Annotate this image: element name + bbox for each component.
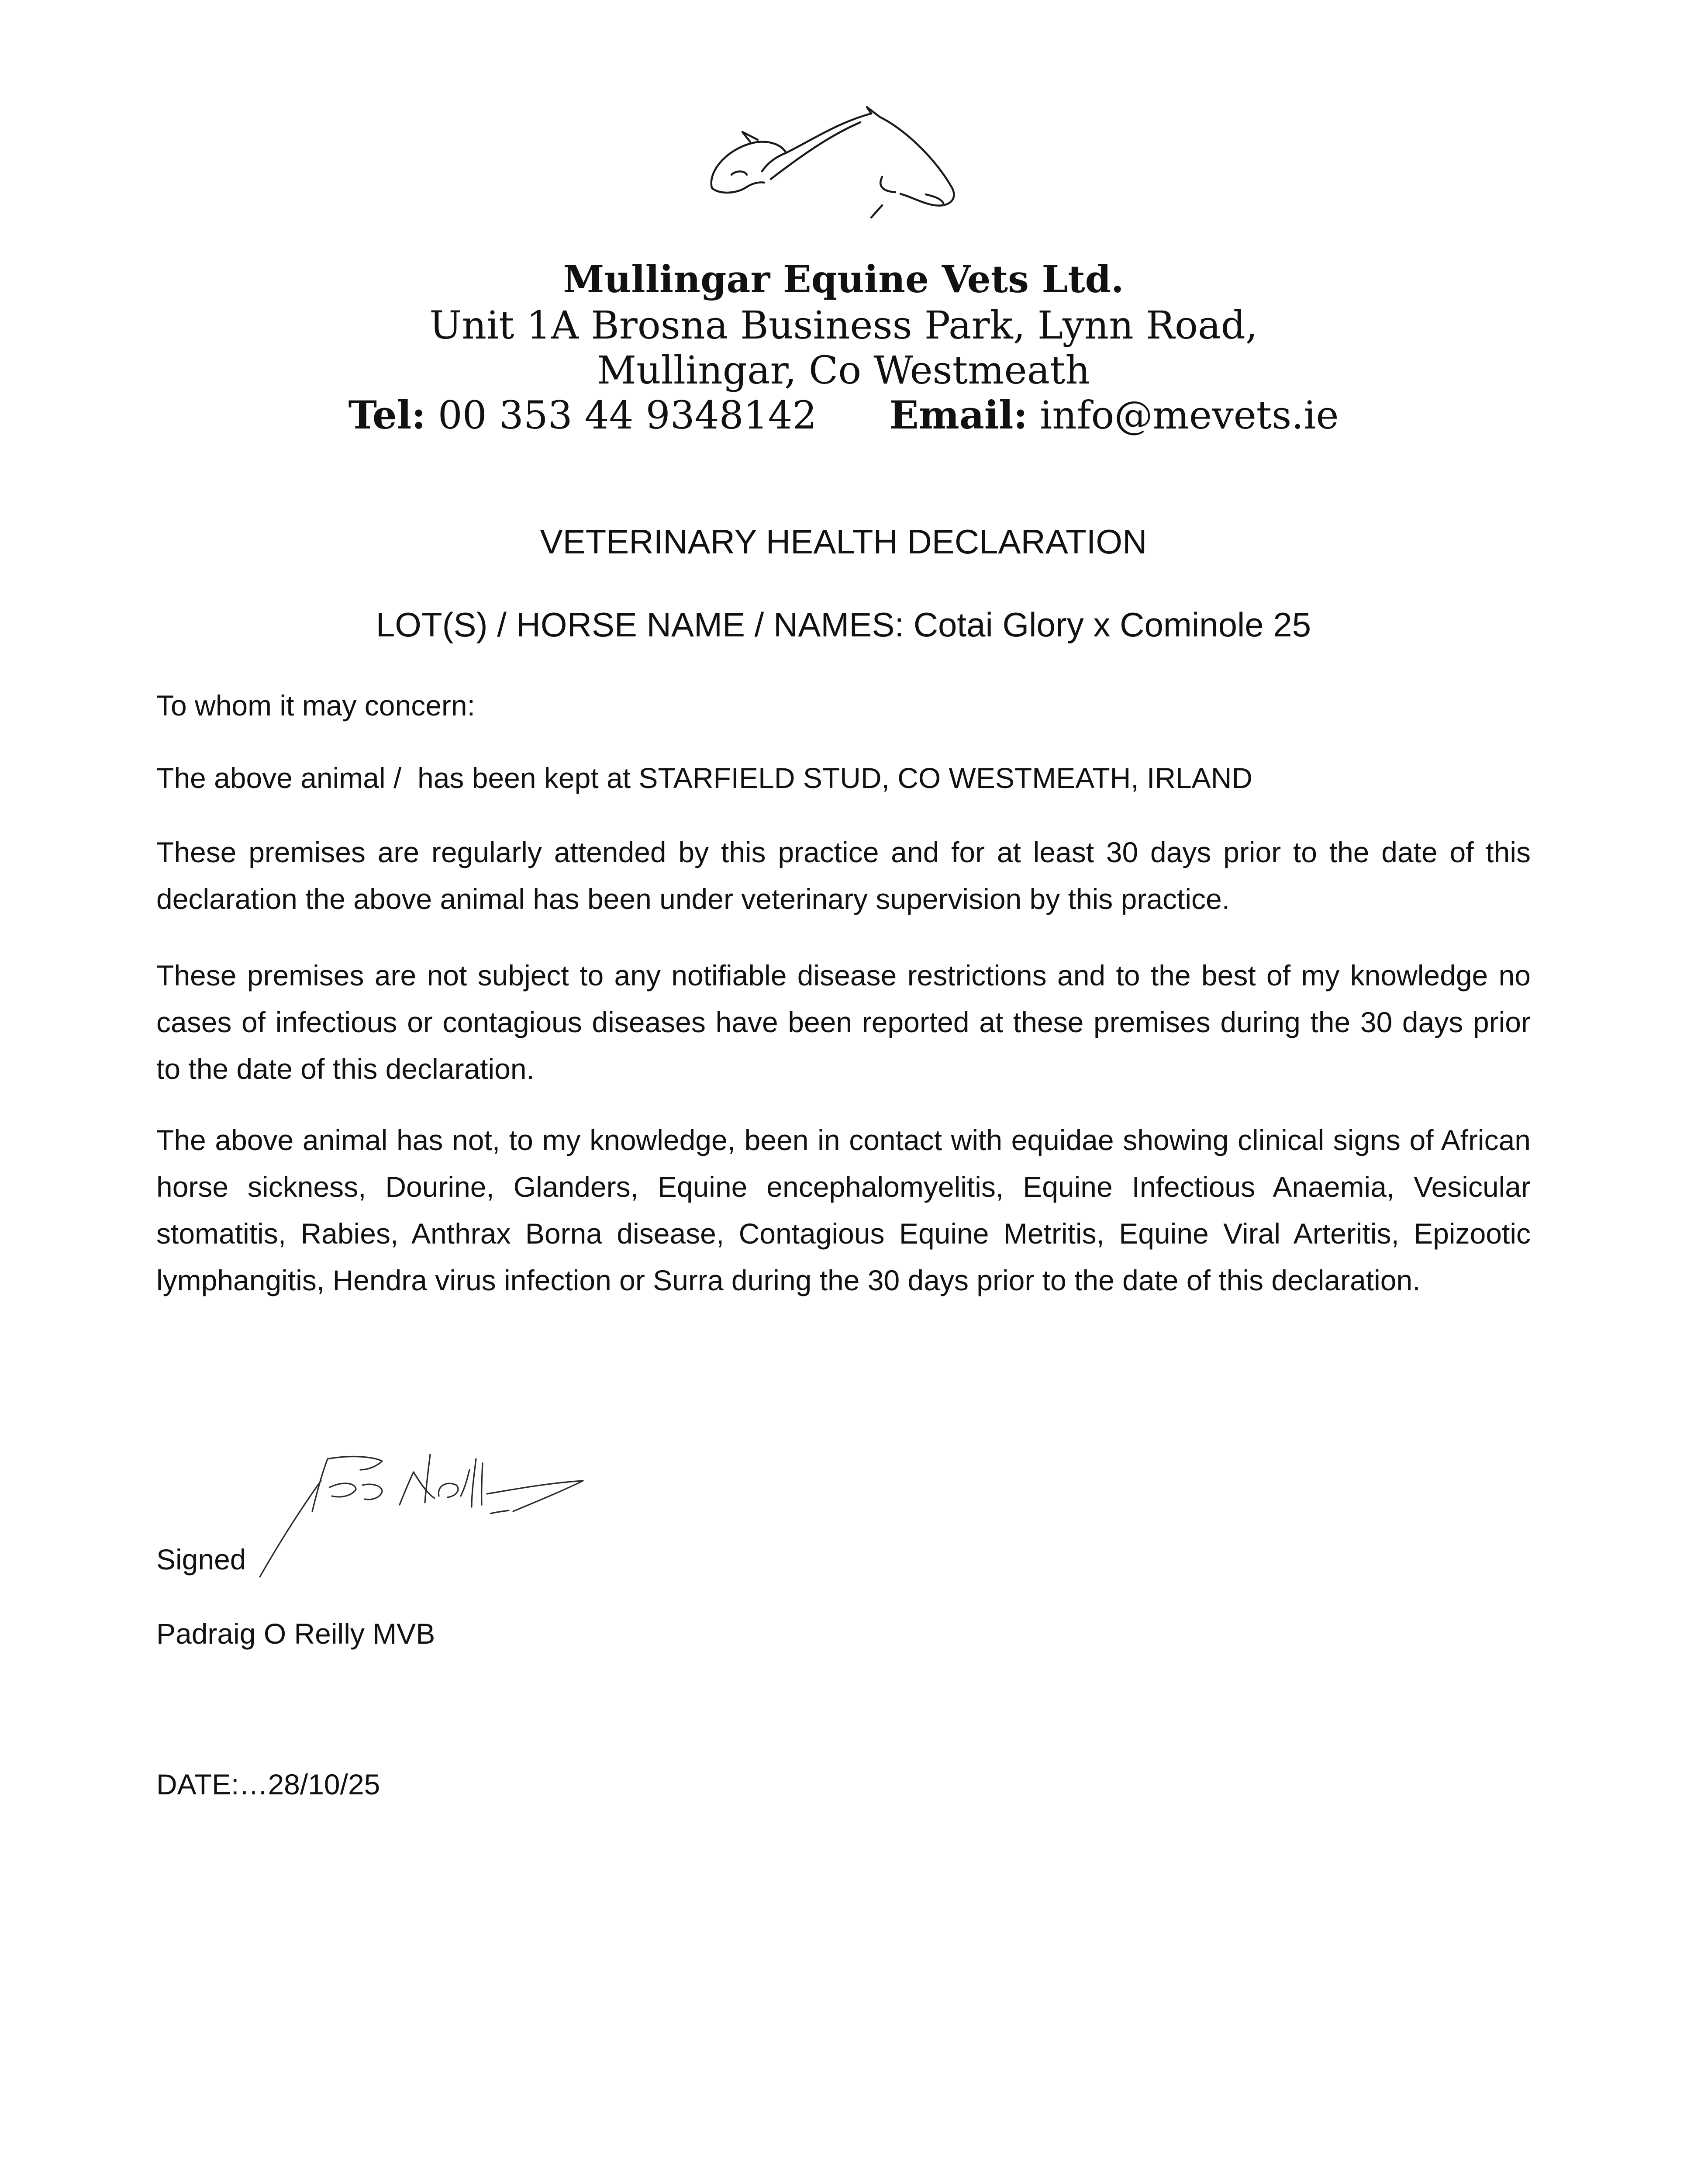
declaration-date: DATE:…28/10/25 [156, 1768, 380, 1800]
address-line-1: Unit 1A Brosna Business Park, Lynn Road, [429, 303, 1258, 348]
signer-name: Padraig O Reilly MVB [156, 1617, 435, 1650]
lots-horse-name-line: LOT(S) / HORSE NAME / NAMES: Cotai Glory x Cominole 25 [376, 605, 1311, 644]
document-title: VETERINARY HEALTH DECLARATION [540, 522, 1147, 561]
address-line-2: Mullingar, Co Westmeath [597, 348, 1090, 393]
premises-statement: These premises are regularly attended by this practice and for at least 30 days prior to the date of this declaration the above animal has been under veterinary supervision by this practice. [156, 836, 1531, 915]
tel-value: 00 353 44 9348142 [438, 393, 817, 438]
email-value: info@mevets.ie [1040, 393, 1339, 438]
company-name: Mullingar Equine Vets Ltd. [563, 258, 1124, 301]
tel-label: Tel: [348, 392, 426, 438]
restrictions-statement: These premises are not subject to any notifiable disease restrictions and to the best of my knowledge no cases of infectious or contagious diseases have been reported at these premises during the 30 days prior to the date of this declaration. [156, 959, 1531, 1085]
email-label: Email: [889, 392, 1028, 438]
signed-label: Signed [156, 1543, 246, 1576]
greeting: To whom it may concern: [156, 689, 475, 722]
handwritten-signature-icon [251, 1446, 627, 1586]
horse-heads-logo-icon [699, 105, 996, 227]
contact-line [0, 391, 1687, 439]
kept-statement: The above animal / has been kept at STARFIELD STUD, CO WESTMEATH, IRLAND [156, 762, 1253, 794]
contact-statement: The above animal has not, to my knowledge, been in contact with equidae showing clinical signs of African horse sickness, Dourine, Glanders, Equine encephalomyelitis, Equine Infectious Anaemia, Vesicular stomatitis, Rabies, Anthrax Borna disease, Contagious Equine Metritis, Equine Viral Arteritis, Epizootic lymphangitis, Hendra virus infection or Surra during the 30 days prior to the date of this declaration. [156, 1124, 1531, 1296]
